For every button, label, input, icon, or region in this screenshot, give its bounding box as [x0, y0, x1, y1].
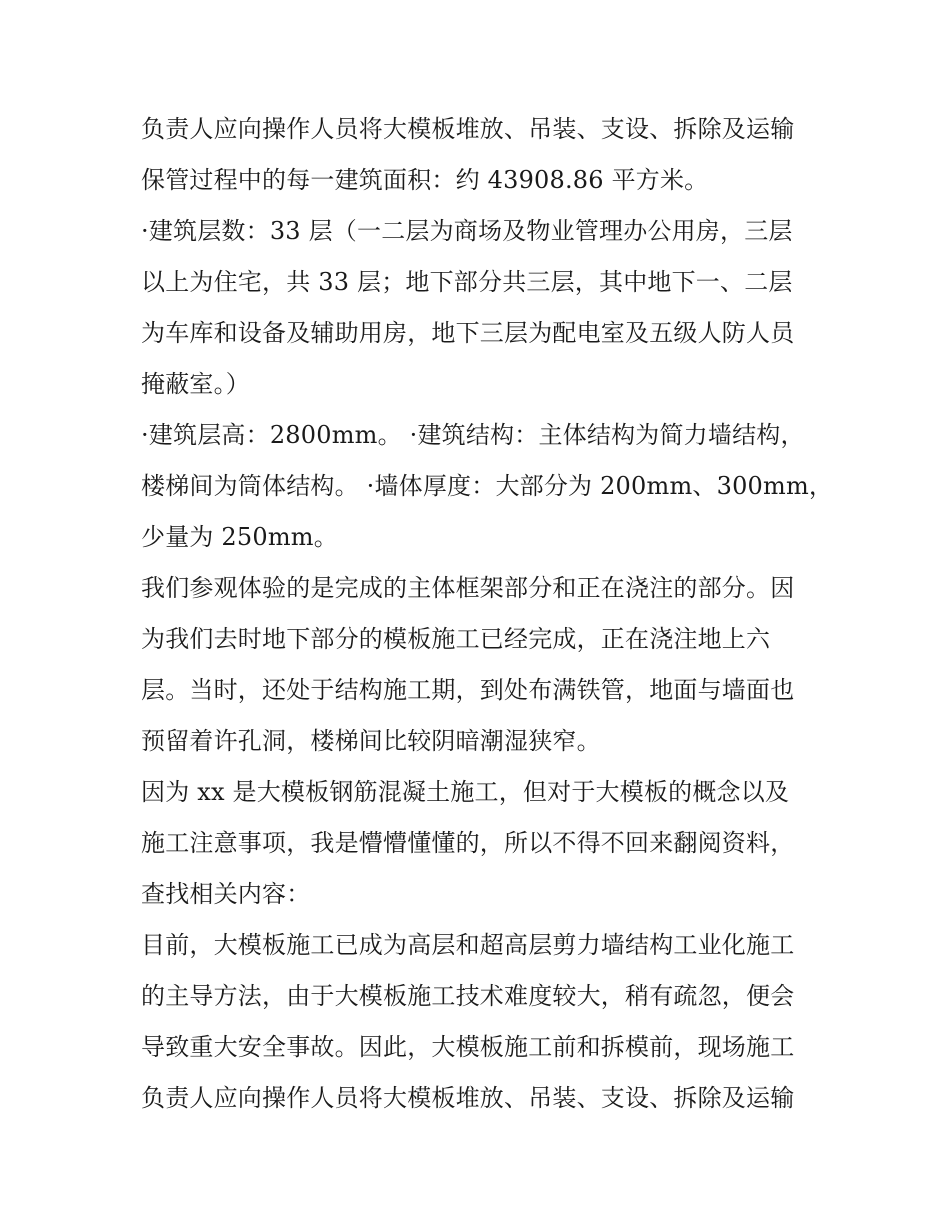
- text-line: 预留着许孔洞，楼梯间比较阴暗潮湿狭窄。: [141, 727, 601, 755]
- text-line: 负责人应向操作人员将大模板堆放、吊装、支设、拆除及运输: [141, 115, 795, 143]
- text-line: 负责人应向操作人员将大模板堆放、吊装、支设、拆除及运输: [141, 1084, 795, 1112]
- text-line: 我们参观体验的是完成的主体框架部分和正在浇注的部分。因: [141, 574, 795, 602]
- text-line: 层。当时，还处于结构施工期，到处布满铁管，地面与墙面也: [141, 676, 795, 704]
- text-line: 为我们去时地下部分的模板施工已经完成，正在浇注地上六: [141, 625, 771, 653]
- text-line: 的主导方法，由于大模板施工技术难度较大，稍有疏忽，便会: [141, 982, 795, 1010]
- document-body: [141, 104, 834, 1124]
- text-line: 以上为住宅，共 33 层；地下部分共三层，其中地下一、二层: [141, 268, 793, 296]
- text-line: 掩蔽室。）: [141, 370, 250, 398]
- text-line: 为车库和设备及辅助用房，地下三层为配电室及五级人防人员: [141, 319, 795, 347]
- text-line: 导致重大安全事故。因此，大模板施工前和拆模前，现场施工: [141, 1033, 795, 1061]
- text-line: 楼梯间为筒体结构。 ·墙体厚度：大部分为 200mm、300mm，: [141, 472, 834, 500]
- text-line: 因为 xx 是大模板钢筋混凝土施工，但对于大模板的概念以及: [141, 778, 790, 806]
- text-line: ·建筑层高：2800mm。 ·建筑结构：主体结构为简力墙结构，: [141, 421, 805, 449]
- text-line: 目前，大模板施工已成为高层和超高层剪力墙结构工业化施工: [141, 931, 795, 959]
- text-line: 少量为 250mm。: [141, 523, 338, 551]
- text-line: 保管过程中的每一建筑面积：约 43908.86 平方米。: [141, 166, 709, 194]
- text-line: 施工注意事项，我是懵懵懂懂的，所以不得不回来翻阅资料，: [141, 829, 795, 857]
- text-line: ·建筑层数：33 层（一二层为商场及物业管理办公用房，三层: [141, 217, 793, 245]
- text-line: 查找相关内容：: [141, 880, 311, 908]
